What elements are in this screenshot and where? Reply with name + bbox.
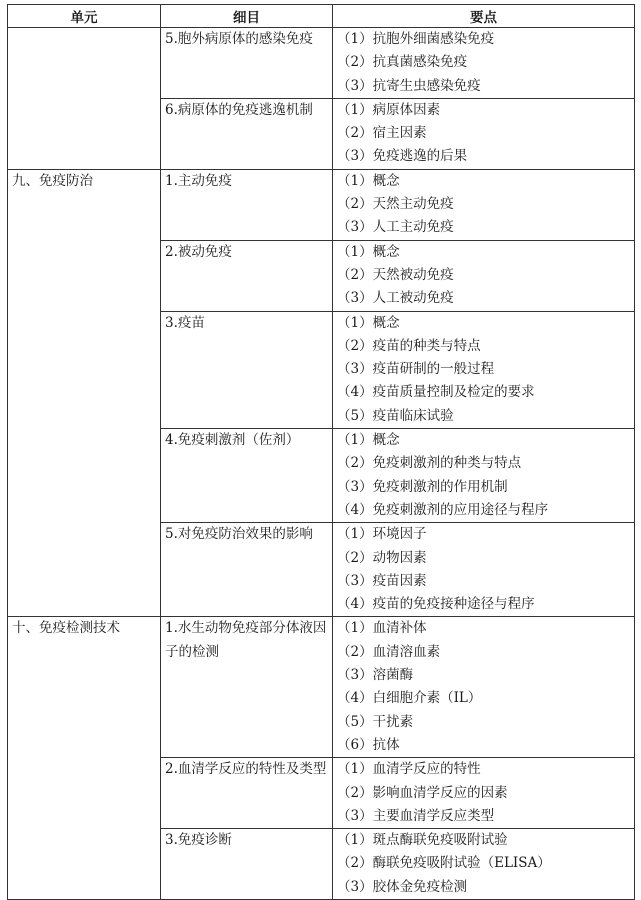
point-text: （2）动物因素 [337, 549, 427, 566]
unit-name: 十、免疫检测技术 [8, 617, 161, 900]
point-text: （1）斑点酶联免疫吸附试验 [337, 832, 508, 849]
point-text: （1）抗胞外细菌感染免疫 [337, 31, 495, 47]
header-row [8, 5, 635, 28]
item-title: 2.血清学反应的特性及类型 [161, 758, 333, 829]
item-title: 5.胞外病原体的感染免疫 [161, 28, 333, 99]
item-points [333, 240, 635, 311]
point-text: （1）概念 [337, 243, 400, 260]
item-points [333, 829, 635, 900]
point-text: （2）抗真菌感染免疫 [337, 54, 468, 71]
point-text: （3）疫苗研制的一般过程 [337, 361, 495, 378]
item-title: 6.病原体的免疫逃逸机制 [161, 98, 333, 169]
point-text: （6）抗体 [337, 736, 400, 753]
item-title: 1.主动免疫 [161, 169, 333, 240]
point-text: （3）人工被动免疫 [337, 290, 454, 307]
point-text: （3）主要血清学反应类型 [337, 807, 495, 824]
point-text: （2）天然被动免疫 [337, 266, 454, 283]
item-points [333, 523, 635, 617]
item-title: 3.免疫诊断 [161, 829, 333, 900]
point-text: （1）概念 [337, 432, 400, 449]
item-points [333, 169, 635, 240]
item-title: 1.水生动物免疫部分体液因子的检测 [161, 617, 333, 758]
item-title: 3.疫苗 [161, 311, 333, 428]
point-text: （3）免疫刺激剂的作用机制 [337, 478, 508, 495]
header-unit: 单元 [8, 5, 161, 28]
point-text: （3）抗寄生虫感染免疫 [337, 77, 481, 94]
item-title: 5.对免疫防治效果的影响 [161, 523, 333, 617]
point-text: （4）疫苗质量控制及检定的要求 [337, 384, 535, 401]
item-points [333, 98, 635, 169]
point-text: （1）血清学反应的特性 [337, 761, 481, 778]
item-title: 4.免疫刺激剂（佐剂） [161, 429, 333, 523]
point-text: （2）影响血清学反应的因素 [337, 784, 508, 801]
point-text: （5）疫苗临床试验 [337, 407, 454, 424]
table-row [8, 617, 635, 758]
point-text: （3）免疫逃逸的后果 [337, 148, 468, 165]
point-text: （3）人工主动免疫 [337, 219, 454, 236]
point-text: （1）概念 [337, 172, 400, 189]
point-text: （3）疫苗因素 [337, 572, 427, 589]
point-text: （3）溶菌酶 [337, 667, 414, 684]
point-text: （4）疫苗的免疫接种途径与程序 [337, 596, 535, 613]
point-text: （2）酶联免疫吸附试验（ELISA） [337, 855, 551, 872]
item-points [333, 429, 635, 523]
point-text: （4）免疫刺激剂的应用途径与程序 [337, 501, 549, 518]
point-text: （2）宿主因素 [337, 125, 427, 142]
point-text: （1）环境因子 [337, 526, 427, 543]
unit-name [8, 28, 161, 170]
syllabus-table [7, 4, 635, 900]
table-row [8, 28, 635, 99]
item-points [333, 617, 635, 758]
header-item: 细目 [161, 5, 333, 28]
point-text: （3）胶体金免疫检测 [337, 878, 468, 895]
point-text: （2）免疫刺激剂的种类与特点 [337, 455, 522, 472]
item-points [333, 311, 635, 428]
item-points [333, 758, 635, 829]
point-text: （1）血清补体 [337, 620, 427, 637]
unit-name: 九、免疫防治 [8, 169, 161, 617]
point-text: （4）白细胞介素（IL） [337, 690, 482, 707]
header-points: 要点 [333, 5, 635, 28]
point-text: （1）概念 [337, 314, 400, 331]
table-row [8, 169, 635, 240]
point-text: （2）疫苗的种类与特点 [337, 337, 481, 354]
item-title: 2.被动免疫 [161, 240, 333, 311]
point-text: （2）天然主动免疫 [337, 196, 454, 213]
point-text: （1）病原体因素 [337, 101, 441, 118]
point-text: （5）干扰素 [337, 713, 414, 730]
item-points [333, 28, 635, 99]
point-text: （2）血清溶血素 [337, 643, 441, 660]
